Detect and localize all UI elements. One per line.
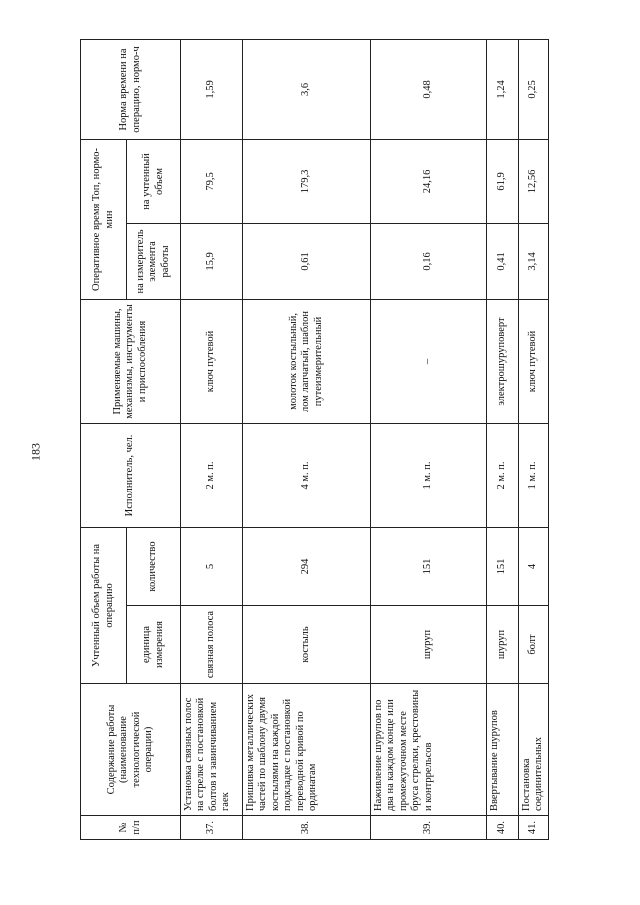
header-volume: Учтенный объем работы на операцию: [81, 527, 127, 683]
header-optime: Оперативное время Топ, нормо-мин: [81, 139, 127, 299]
header-tools: Применяемые машины, механизмы, инструменты и приспособления: [81, 299, 181, 423]
row-qty: 294: [243, 527, 371, 605]
header-executor: Исполнитель, чел.: [81, 423, 181, 527]
row-content: Наживление шурупов по два на каждом конце или промежуточном месте бруса стрелки, крестовины и контррельсов: [371, 684, 487, 816]
row-executor: 4 м. п.: [243, 423, 371, 527]
row-norm: 1,24: [487, 39, 519, 139]
header-qty: количество: [127, 527, 181, 605]
row-tools: ключ путевой: [181, 299, 243, 423]
row-unit: костыль: [243, 606, 371, 684]
row-executor: 1 м. п.: [371, 423, 487, 527]
row-executor: 2 м. п.: [487, 423, 519, 527]
row-norm: 3,6: [243, 39, 371, 139]
norms-table: [80, 39, 549, 840]
header-per-volume: на учтенный объем: [127, 139, 181, 223]
row-qty: 151: [487, 527, 519, 605]
row-tools: –: [371, 299, 487, 423]
header-norm: Норма времени на операцию, нормо-ч: [81, 39, 181, 139]
row-tools: электрошуруповерт: [487, 299, 519, 423]
row-per-unit: 0,16: [371, 223, 487, 299]
page-number: 183: [28, 443, 43, 461]
row-per-unit: 15,9: [181, 223, 243, 299]
row-qty: 5: [181, 527, 243, 605]
row-unit: шуруп: [371, 606, 487, 684]
row-number: 38.: [243, 816, 371, 840]
table-row: [371, 39, 487, 839]
row-per-volume: 12,56: [519, 139, 549, 223]
row-qty: 151: [371, 527, 487, 605]
row-executor: 1 м. п.: [519, 423, 549, 527]
row-qty: 4: [519, 527, 549, 605]
row-per-volume: 79,5: [181, 139, 243, 223]
row-number: 40.: [487, 816, 519, 840]
row-tools: ключ путевой: [519, 299, 549, 423]
header-num: № п/п: [81, 816, 181, 840]
row-content: Ввертывание шурупов: [487, 684, 519, 816]
row-number: 41.: [519, 816, 549, 840]
table-row: [243, 39, 371, 839]
row-per-volume: 24,16: [371, 139, 487, 223]
row-per-unit: 0,41: [487, 223, 519, 299]
row-per-unit: 0,61: [243, 223, 371, 299]
header-unit: единица измерения: [127, 606, 181, 684]
header-content: Содержание работы (наименование технологической операции): [81, 684, 181, 816]
row-number: 39.: [371, 816, 487, 840]
row-unit: связная полоса: [181, 606, 243, 684]
rotated-page: [80, 40, 545, 840]
header-per-unit: на измеритель элемента работы: [127, 223, 181, 299]
row-norm: 0,25: [519, 39, 549, 139]
row-norm: 0,48: [371, 39, 487, 139]
row-norm: 1,59: [181, 39, 243, 139]
row-content: Постановка соединительных: [519, 684, 549, 816]
row-unit: болт: [519, 606, 549, 684]
row-unit: шуруп: [487, 606, 519, 684]
row-content: Установка связных полос на стрелке с постановкой болтов и завинчиванием гаек: [181, 684, 243, 816]
row-number: 37.: [181, 816, 243, 840]
table-row: [181, 39, 243, 839]
row-executor: 2 м. п.: [181, 423, 243, 527]
row-per-unit: 3,14: [519, 223, 549, 299]
row-per-volume: 179,3: [243, 139, 371, 223]
row-tools: молоток костыльный, лом лапчатый, шаблон путеизмерительный: [243, 299, 371, 423]
row-per-volume: 61,9: [487, 139, 519, 223]
table-row: [487, 39, 519, 839]
table-row: [519, 39, 549, 839]
row-content: Пришивка металлических частей по шаблону двумя костылями на каждой подкладке с постановкой переводной кривой по ординатам: [243, 684, 371, 816]
